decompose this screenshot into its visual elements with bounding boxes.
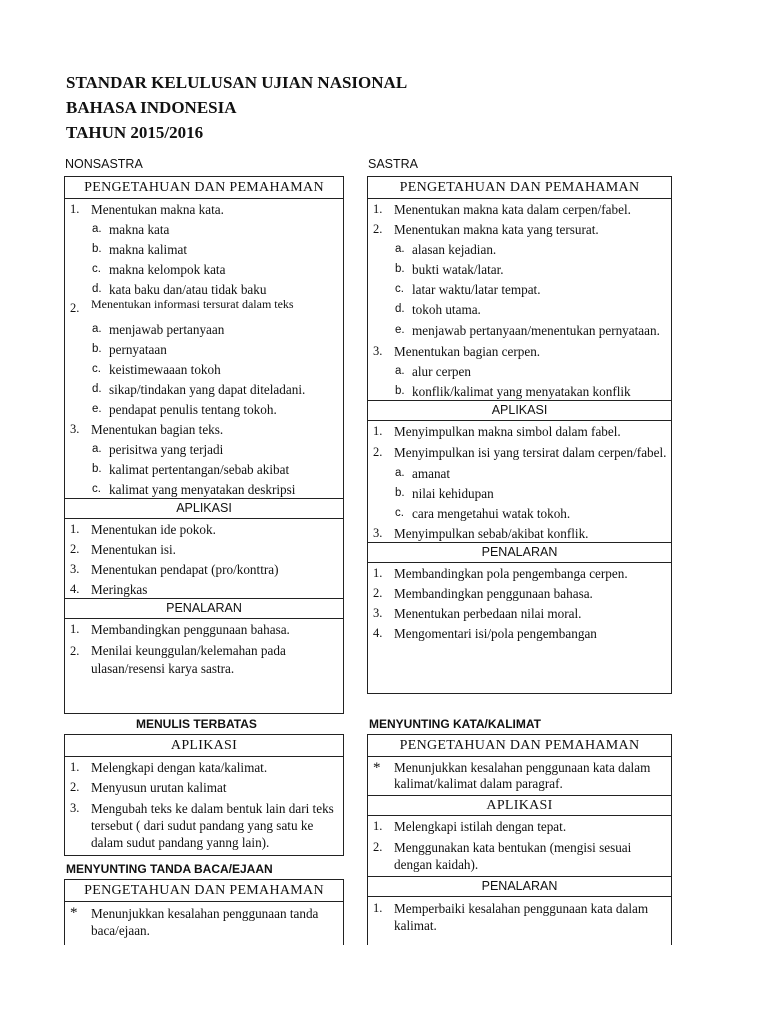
item-number: 3. xyxy=(373,606,383,620)
kata-label: MENYUNTING KATA/KALIMAT xyxy=(369,717,541,731)
list-item xyxy=(65,199,343,219)
sub-item xyxy=(65,279,343,299)
sub-marker: d. xyxy=(92,383,102,395)
sub-marker: b. xyxy=(395,487,405,499)
sub-text: kalimat yang menyatakan deskripsi xyxy=(109,482,296,497)
item-number: 2. xyxy=(373,445,383,459)
item-number: 2. xyxy=(373,586,383,600)
item-number: 2. xyxy=(70,542,80,556)
sub-text: konflik/kalimat yang menyatakan konflik xyxy=(412,384,631,399)
item-text: Menyimpulkan sebab/akibat konflik. xyxy=(394,526,589,541)
sub-text: amanat xyxy=(412,466,451,481)
sub-marker: d. xyxy=(395,303,405,315)
item-text: Menentukan perbedaan nilai moral. xyxy=(394,606,582,621)
item-text: Menentukan pendapat (pro/konttra) xyxy=(91,562,279,577)
item-text: Menentukan bagian teks. xyxy=(91,422,224,437)
item-number: 3. xyxy=(70,422,80,436)
sub-item xyxy=(65,439,343,459)
sub-item xyxy=(65,259,343,279)
sub-text: alur cerpen xyxy=(412,364,471,379)
sub-text: tokoh utama. xyxy=(412,302,481,317)
sub-item xyxy=(65,379,343,399)
sub-marker: b. xyxy=(92,463,102,475)
sub-marker: a. xyxy=(395,365,405,377)
item-text: Membandingkan penggunaan bahasa. xyxy=(91,622,290,637)
sub-text: alasan kejadian. xyxy=(412,242,497,257)
section-header: PENGETAHUAN DAN PEMAHAMAN xyxy=(368,177,671,199)
item-number: 3. xyxy=(70,801,80,815)
item-number: 1. xyxy=(70,202,80,216)
item-number: 3. xyxy=(70,562,80,576)
menulis-label: MENULIS TERBATAS xyxy=(136,717,257,731)
list-item xyxy=(65,902,343,941)
sub-item xyxy=(368,503,671,523)
item-text: Mengomentari isi/pola pengembangan xyxy=(394,626,597,641)
list-item xyxy=(368,441,671,463)
title-line-3: TAHUN 2015/2016 xyxy=(66,123,204,142)
sub-item xyxy=(65,239,343,259)
ejaan-label: MENYUNTING TANDA BACA/EJAAN xyxy=(66,862,273,876)
item-bullet: * xyxy=(70,905,78,921)
sub-text: perisitwa yang terjadi xyxy=(109,442,224,457)
sub-marker: c. xyxy=(395,507,404,519)
list-item xyxy=(65,419,343,439)
sub-marker: d. xyxy=(92,283,102,295)
list-item xyxy=(65,797,343,853)
sub-text: menjawab pertanyaan/menentukan pernyataan. xyxy=(412,323,660,338)
list-item xyxy=(368,897,671,936)
sub-text: makna kalimat xyxy=(109,242,187,257)
list-item xyxy=(65,539,343,559)
item-text: Menyimpulkan isi yang tersirat dalam cerpen/fabel. xyxy=(394,445,667,460)
list-item xyxy=(65,639,343,680)
sub-text: makna kata xyxy=(109,222,170,237)
section-header: APLIKASI xyxy=(65,735,343,757)
list-item xyxy=(368,523,671,542)
item-text: Membandingkan penggunaan bahasa. xyxy=(394,586,593,601)
sub-item xyxy=(65,459,343,479)
list-item xyxy=(368,219,671,239)
item-text: Memperbaiki kesalahan penggunaan kata dalam kalimat. xyxy=(394,901,649,933)
item-text: Menyimpulkan makna simbol dalam fabel. xyxy=(394,424,621,439)
sub-item xyxy=(65,219,343,239)
sub-item xyxy=(368,483,671,503)
section-header: APLIKASI xyxy=(368,795,671,816)
sub-item xyxy=(65,399,343,419)
sub-item xyxy=(65,339,343,359)
item-text: Melengkapi dengan kata/kalimat. xyxy=(91,760,268,775)
section-header: PENGETAHUAN DAN PEMAHAMAN xyxy=(368,735,671,757)
sub-marker: a. xyxy=(395,467,405,479)
item-number: 4. xyxy=(373,626,383,640)
item-number: 1. xyxy=(373,202,383,216)
section-header: PENALARAN xyxy=(368,542,671,563)
item-text: Menggunakan kata bentukan (mengisi sesuai dengan kaidah). xyxy=(394,840,632,872)
title-line-2: BAHASA INDONESIA xyxy=(66,98,237,117)
sub-item xyxy=(368,463,671,483)
item-text: Menentukan makna kata dalam cerpen/fabel. xyxy=(394,202,631,217)
item-text: Menyusun urutan kalimat xyxy=(91,780,227,795)
sub-marker: b. xyxy=(395,263,405,275)
sub-text: makna kelompok kata xyxy=(109,262,226,277)
item-number: 1. xyxy=(373,424,383,438)
sub-item xyxy=(368,279,671,299)
sub-item xyxy=(65,359,343,379)
sub-marker: b. xyxy=(92,243,102,255)
sub-text: bukti watak/latar. xyxy=(412,262,504,277)
sub-text: pendapat penulis tentang tokoh. xyxy=(109,402,277,417)
sastra-table xyxy=(367,176,672,694)
sub-item xyxy=(368,239,671,259)
sub-text: sikap/tindakan yang dapat diteladani. xyxy=(109,382,306,397)
list-item xyxy=(368,341,671,361)
item-text: Mengubah teks ke dalam bentuk lain dari teks tersebut ( dari sudut pandang yang satu ke dalam sudut pandang yanng lain). xyxy=(91,801,334,850)
item-number: 1. xyxy=(373,819,383,833)
list-item xyxy=(65,777,343,797)
item-number: 4. xyxy=(70,582,80,596)
document-title xyxy=(66,70,407,145)
sub-item xyxy=(368,381,671,400)
list-item xyxy=(368,836,671,876)
sub-item xyxy=(368,319,671,341)
sub-marker: c. xyxy=(92,363,101,375)
list-item xyxy=(368,563,671,583)
item-text: Membandingkan pola pengembanga cerpen. xyxy=(394,566,628,581)
kata-table xyxy=(367,734,672,945)
item-number: 2. xyxy=(70,644,80,658)
list-item xyxy=(368,623,671,643)
item-number: 3. xyxy=(373,344,383,358)
list-item xyxy=(65,757,343,777)
sub-marker: e. xyxy=(92,403,102,415)
item-text: Menentukan isi. xyxy=(91,542,176,557)
item-number: 2. xyxy=(70,780,80,794)
item-text: Menunjukkan kesalahan penggunaan tanda baca/ejaan. xyxy=(91,906,319,938)
list-item xyxy=(368,199,671,219)
item-text: Menentukan bagian cerpen. xyxy=(394,344,541,359)
item-number: 3. xyxy=(373,526,383,540)
list-item xyxy=(368,583,671,603)
sub-marker: c. xyxy=(92,263,101,275)
sub-marker: c. xyxy=(92,483,101,495)
sub-item xyxy=(368,259,671,279)
sub-text: kalimat pertentangan/sebab akibat xyxy=(109,462,290,477)
item-number: 1. xyxy=(373,566,383,580)
list-item xyxy=(65,519,343,539)
list-item xyxy=(65,559,343,579)
sub-text: latar waktu/latar tempat. xyxy=(412,282,541,297)
item-number: 1. xyxy=(70,522,80,536)
item-number: 1. xyxy=(70,760,80,774)
list-item xyxy=(368,603,671,623)
sub-text: nilai kehidupan xyxy=(412,486,494,501)
list-item xyxy=(368,757,671,795)
list-item xyxy=(368,816,671,836)
sub-marker: b. xyxy=(92,343,102,355)
item-number: 2. xyxy=(373,222,383,236)
item-text: Meringkas xyxy=(91,582,148,597)
section-header: PENALARAN xyxy=(368,876,671,897)
menulis-table xyxy=(64,734,344,856)
sastra-label: SASTRA xyxy=(368,157,419,171)
item-number: 2. xyxy=(373,840,383,854)
section-header: PENGETAHUAN DAN PEMAHAMAN xyxy=(65,177,343,199)
item-text: Menilai keunggulan/kelemahan pada ulasan/resensi karya sastra. xyxy=(91,643,286,676)
nonsastra-label: NONSASTRA xyxy=(65,157,143,171)
item-bullet: * xyxy=(373,760,381,776)
item-text: Melengkapi istilah dengan tepat. xyxy=(394,819,567,834)
sub-item xyxy=(368,361,671,381)
item-text: Menentukan makna kata. xyxy=(91,202,224,217)
title-line-1: STANDAR KELULUSAN UJIAN NASIONAL xyxy=(66,73,408,92)
section-header: APLIKASI xyxy=(368,400,671,421)
sub-marker: a. xyxy=(92,443,102,455)
sub-text: menjawab pertanyaan xyxy=(109,322,225,337)
item-number: 1. xyxy=(70,622,80,636)
sub-item xyxy=(65,479,343,498)
list-item xyxy=(65,579,343,598)
sub-item xyxy=(368,299,671,319)
section-header: PENALARAN xyxy=(65,598,343,619)
item-number: 1. xyxy=(373,901,383,915)
nonsastra-table xyxy=(64,176,344,714)
list-item xyxy=(368,421,671,441)
item-text: Menentukan informasi tersurat dalam teks xyxy=(91,299,294,311)
item-text: Menentukan ide pokok. xyxy=(91,522,216,537)
sub-marker: a. xyxy=(395,243,405,255)
item-text: Menunjukkan kesalahan penggunaan kata dalam kalimat/kalimat dalam paragraf. xyxy=(394,760,651,791)
section-header: PENGETAHUAN DAN PEMAHAMAN xyxy=(65,880,343,902)
sub-marker: a. xyxy=(92,323,102,335)
sub-marker: a. xyxy=(92,223,102,235)
item-number: 2. xyxy=(70,301,80,315)
list-item xyxy=(65,299,343,319)
section-header: APLIKASI xyxy=(65,498,343,519)
list-item xyxy=(65,619,343,639)
sub-text: cara mengetahui watak tokoh. xyxy=(412,506,571,521)
sub-text: pernyataan xyxy=(109,342,167,357)
sub-text: keistimewaaan tokoh xyxy=(109,362,221,377)
sub-item xyxy=(65,319,343,339)
item-text: Menentukan makna kata yang tersurat. xyxy=(394,222,599,237)
sub-marker: b. xyxy=(395,385,405,397)
ejaan-table xyxy=(64,879,344,945)
sub-marker: e. xyxy=(395,324,405,336)
sub-marker: c. xyxy=(395,283,404,295)
sub-text: kata baku dan/atau tidak baku xyxy=(109,282,267,297)
